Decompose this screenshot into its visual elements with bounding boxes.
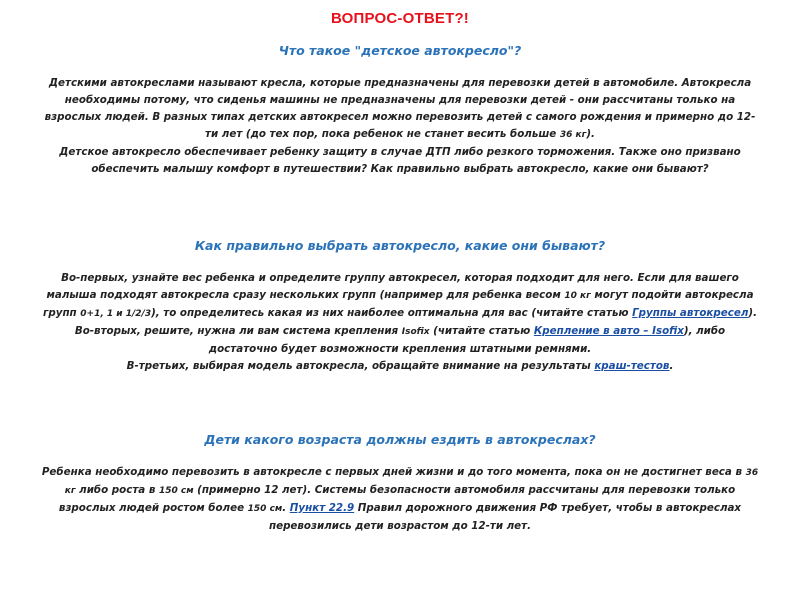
answer-paragraph-how-to-choose — [40, 270, 760, 375]
answer-text: . — [282, 502, 290, 514]
answer-text: либо роста в — [75, 484, 159, 496]
question-heading-what-age: Дети какого возраста должны ездить в автокреслах? — [204, 432, 596, 447]
answer-text: Детское автокресло обеспечивает ребенку защиту в случае ДТП либо резкого торможения. Также оно призвано обеспечить малышу комфорт в путешествии? Как правильно выбрать автокресло, какие они бывают? — [59, 146, 741, 175]
answer-text: ). — [748, 307, 757, 319]
link-seat-groups[interactable]: Группы автокресел — [632, 307, 749, 319]
link-crash-tests[interactable]: краш-тестов — [594, 360, 670, 372]
section-what-is-car-seat — [40, 42, 760, 178]
answer-text-small: Isofix — [401, 327, 430, 337]
answer-text: Детскими автокреслами называют кресла, которые предназначены для перевозки детей в автомобиле. Автокресла необходимы потому, что сиденья машины не предназначены для перевозки детей - они рассчитаны только на взрослых людей. В разных типах детских автокресел можно перевозить детей с самого рождения и примерно до 12-ти лет (до тех пор, пока ребенок не станет весить больше — [44, 77, 756, 140]
answer-text: В-третьих, выбирая модель автокресла, обращайте внимание на результаты — [126, 360, 595, 372]
answer-text: ), то определитесь какая из них наиболее оптимальна для вас (читайте статью — [151, 307, 633, 319]
section-how-to-choose — [40, 237, 760, 375]
answer-text-small: 150 см — [247, 504, 283, 514]
link-isofix-mounting[interactable]: Крепление в авто – Isofix — [533, 325, 684, 337]
link-traffic-rule-22-9[interactable]: Пункт 22.9 — [289, 502, 355, 514]
answer-text: Правил дорожного движения РФ требует, чтобы в автокреслах перевозились дети возрастом до 12-ти лет. — [268, 502, 742, 532]
question-heading-what-is: Что такое "детское автокресло"? — [278, 43, 522, 58]
answer-text: могут подойти автокресла групп — [42, 289, 754, 319]
page-title: ВОПРОС-ОТВЕТ?! — [331, 10, 469, 27]
answer-paragraph-what-is — [40, 75, 760, 178]
answer-text-small: 36 кг — [64, 468, 759, 496]
answer-text: Во-вторых, решите, нужна ли вам система крепления — [74, 325, 402, 337]
answer-text-small: 10 кг — [564, 291, 591, 301]
answer-paragraph-what-age — [40, 464, 760, 535]
answer-text: . — [669, 360, 674, 372]
answer-text: Ребенка необходимо перевозить в автокресле с первых дней жизни и до того момента, пока он не достигнет веса в — [41, 466, 746, 478]
answer-text: (примерно 12 лет). Системы безопасности автомобиля рассчитаны для перевозки только взрослых людей ростом более — [58, 484, 736, 514]
section-what-age — [40, 431, 760, 535]
answer-text-small: 150 см — [158, 486, 194, 496]
question-heading-how-to-choose: Как правильно выбрать автокресло, какие они бывают? — [194, 238, 606, 253]
answer-text-small: 36 кг — [559, 130, 587, 140]
answer-text-small: 0+1, 1 и 1/2/3 — [80, 309, 152, 319]
answer-text: (читайте статью — [429, 325, 534, 337]
answer-text: Во-первых, узнайте вес ребенка и определите группу автокресел, которая подходит для него. Если для вашего малыша подходят автокресла сразу нескольких групп (например для ребенка весом — [46, 272, 739, 301]
answer-text: ). — [586, 128, 595, 140]
answer-text: ), либо достаточно будет возможности крепления штатными ремнями. — [208, 325, 726, 355]
